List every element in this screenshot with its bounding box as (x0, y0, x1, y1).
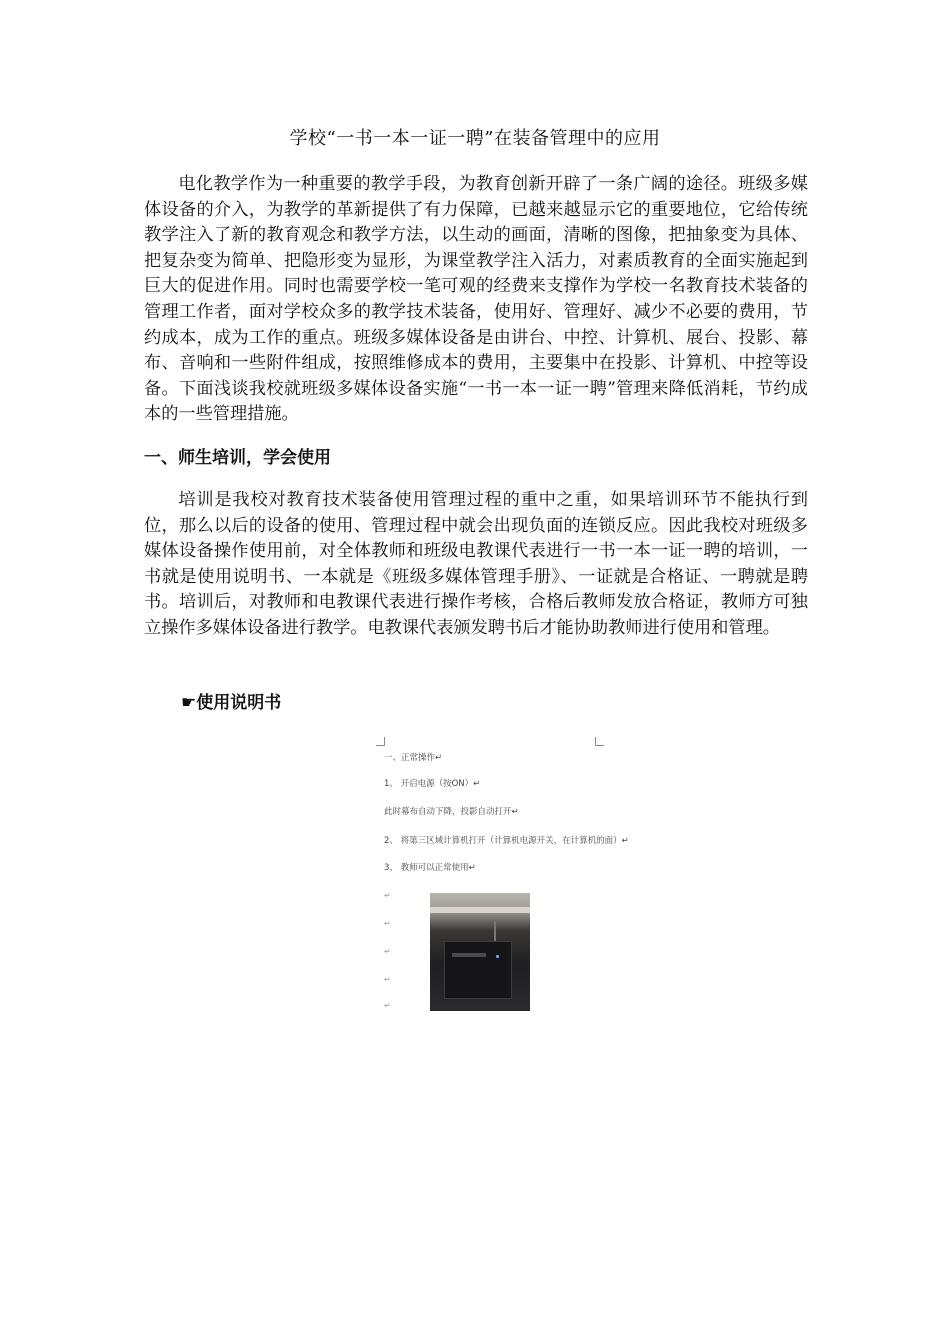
paragraph-mark: ↵ (384, 975, 391, 984)
intro-paragraph: 电化教学作为一种重要的教学手段，为教育创新开辟了一条广阔的途径。班级多媒体设备的介入，为教学的革新提供了有力保障，已越来越显示它的重要地位，它给传统教学注入了新的教育观念和教学方法，以生动的画面，清晰的图像，把抽象变为具体、把复杂变为简单、把隐形变为显形，为课堂教学注入活力，对素质教育的全面实施起到巨大的促进作用。同时也需要学校一笔可观的经费来支撑作为学校一名教育技术装备的管理工作者，面对学校众多的教学技术装备，使用好、管理好、减少不必要的费用，节约成本，成为工作的重点。班级多媒体设备是由讲台、中控、计算机、展台、投影、幕布、音响和一些附件组成，按照维修成本的费用，主要集中在投影、计算机、中控等设备。下面浅谈我校就班级多媒体设备实施“一书一本一证一聘”管理来降低消耗，节约成本的一些管理措施。 (144, 174, 808, 425)
paragraph-mark: ↵ (384, 1001, 391, 1010)
manual-line: 一、正常操作↵ (384, 753, 443, 763)
photo-device-slot (452, 953, 486, 957)
manual-line: 1、 开启电源（按ON）↵ (384, 779, 481, 789)
crop-mark (376, 737, 385, 746)
photo-device (444, 941, 512, 999)
photo-shelf (430, 907, 530, 913)
paragraph-mark: ↵ (384, 891, 391, 900)
manual-line: 3、 教师可以正常使用↵ (384, 863, 476, 873)
manual-line: 2、 将第三区域计算机打开（计算机电源开关，在计算机的面）↵ (384, 836, 629, 846)
section-paragraph: 培训是我校对教育技术装备使用管理过程的重中之重，如果培训环节不能执行到位，那么以后的设备的使用、管理过程中就会出现负面的连锁反应。因此我校对班级多媒体设备操作使用前，对全体教师和班级电教课代表进行一书一本一证一聘的培训，一书就是使用说明书、一本就是《班级多媒体管理手册》、一证就是合格证、一聘就是聘书。培训后，对教师和电教课代表进行操作考核，合格后教师发放合格证，教师方可独立操作多媒体设备进行教学。电教课代表颁发聘书后才能协助教师进行使用和管理。 (144, 490, 808, 638)
document-title: 学校“一书一本一证一聘”在装备管理中的应用 (289, 128, 661, 149)
subheading (181, 688, 281, 713)
crop-mark (595, 737, 604, 746)
paragraph-mark: ↵ (384, 919, 391, 928)
section-heading: 一、师生培训，学会使用 (144, 448, 331, 468)
manual-image (372, 733, 629, 1015)
manual-line: 此时幕布自动下降，投影自动打开↵ (384, 807, 519, 817)
paragraph-mark: ↵ (384, 947, 391, 956)
equipment-photo (430, 893, 530, 1011)
subheading-label: 使用说明书 (196, 693, 282, 713)
photo-device-led (496, 955, 499, 958)
pointing-hand-icon: ☛ (181, 693, 197, 713)
